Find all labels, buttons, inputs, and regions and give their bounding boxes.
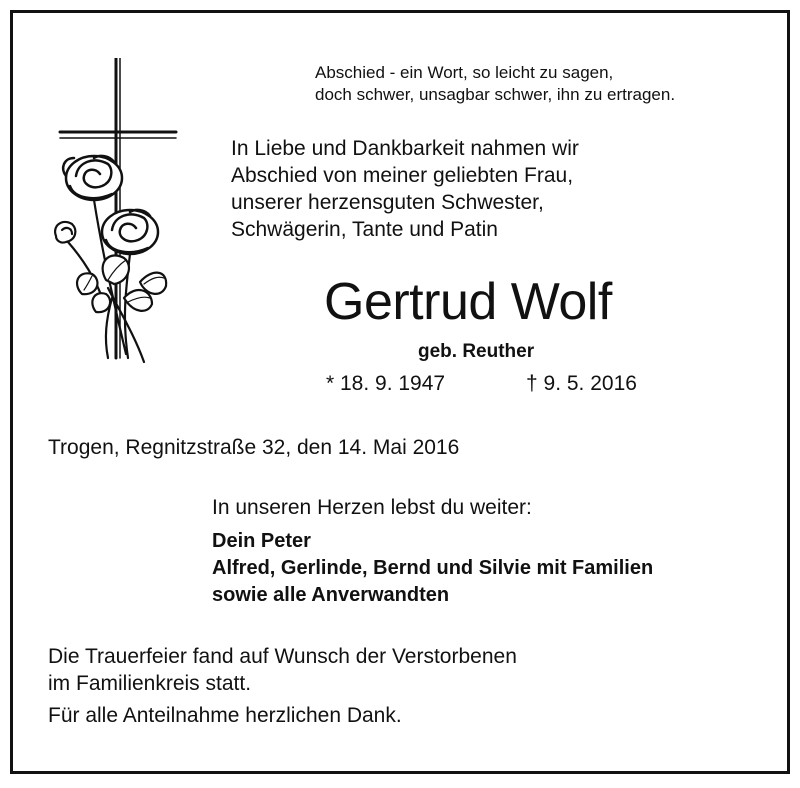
mourners-list <box>212 528 653 609</box>
cross-with-roses-icon <box>48 58 178 378</box>
deceased-name: Gertrud Wolf <box>324 273 612 331</box>
birth-date: * 18. 9. 1947 <box>326 372 446 395</box>
place-and-date: Trogen, Regnitzstraße 32, den 14. Mai 2016 <box>48 436 460 459</box>
quote-line: Abschied - ein Wort, so leicht zu sagen, <box>315 63 614 82</box>
intro-line: unserer herzensguten Schwester, <box>231 191 544 214</box>
mourner-line: sowie alle Anverwandten <box>212 584 450 606</box>
maiden-name: geb. Reuther <box>418 341 535 362</box>
hearts-line: In unseren Herzen lebst du weiter: <box>212 496 532 519</box>
death-date: † 9. 5. 2016 <box>526 372 637 395</box>
intro-line: In Liebe und Dankbarkeit nahmen wir <box>231 137 579 160</box>
quote-line: doch schwer, unsagbar schwer, ihn zu ertragen. <box>315 85 676 104</box>
farewell-quote <box>315 62 675 106</box>
thanks-line: Für alle Anteilnahme herzlichen Dank. <box>48 704 402 727</box>
mourner-line: Alfred, Gerlinde, Bernd und Silvie mit Familien <box>212 557 654 579</box>
intro-line: Schwägerin, Tante und Patin <box>231 218 498 241</box>
mourner-line: Dein Peter <box>212 530 311 552</box>
funeral-line: im Familienkreis statt. <box>48 672 252 695</box>
intro-text <box>231 135 579 243</box>
intro-line: Abschied von meiner geliebten Frau, <box>231 164 574 187</box>
funeral-note <box>48 643 517 697</box>
funeral-line: Die Trauerfeier fand auf Wunsch der Verstorbenen <box>48 645 517 668</box>
